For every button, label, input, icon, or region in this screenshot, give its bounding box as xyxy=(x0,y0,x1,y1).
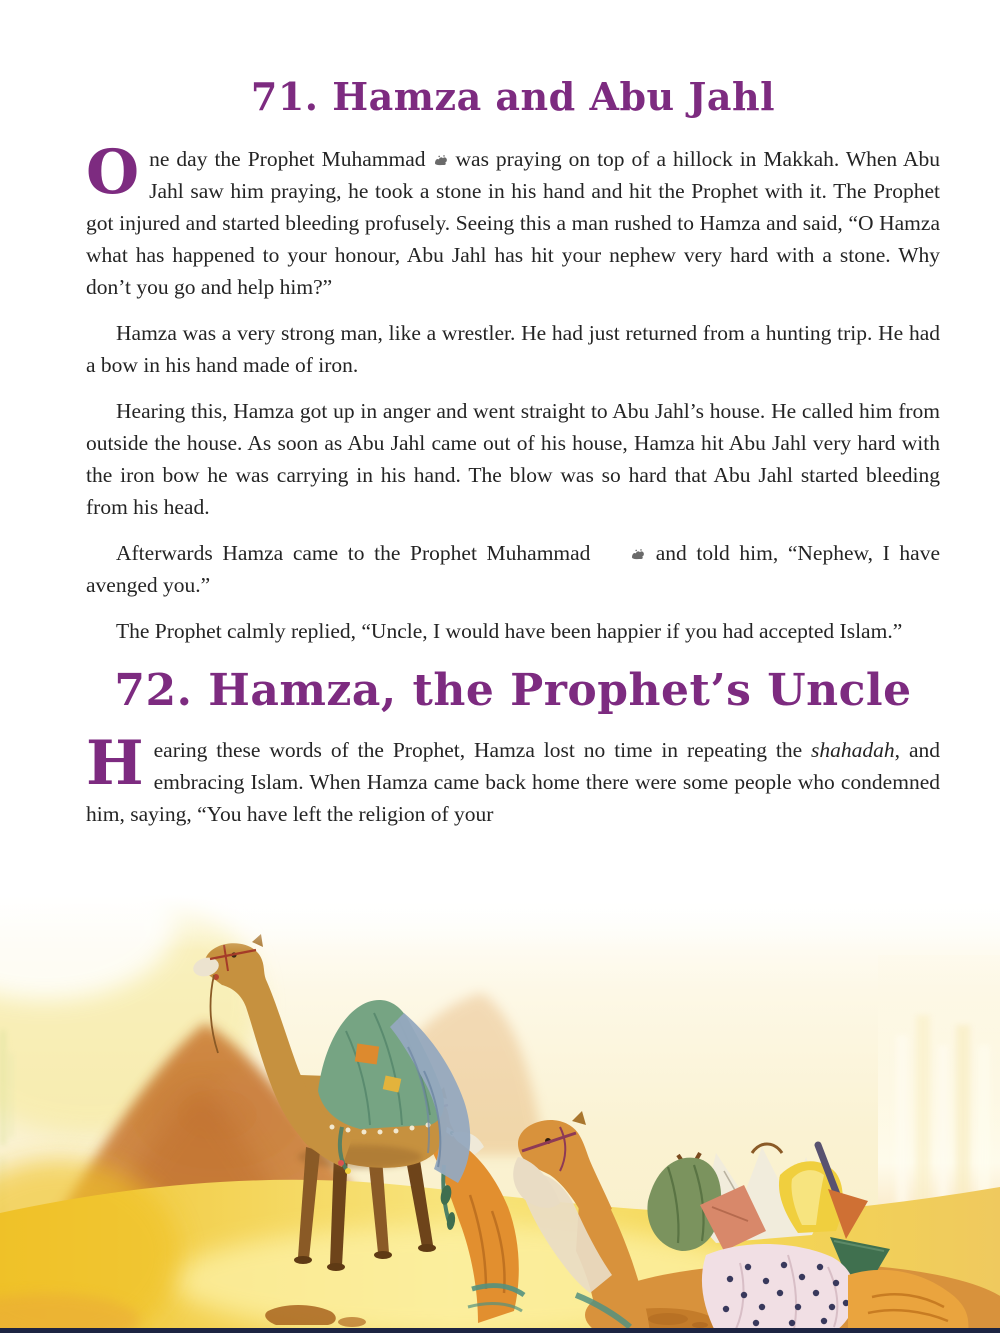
story-72-title: 72. Hamza, the Prophet’s Uncle xyxy=(114,665,912,716)
story-71-paragraphs xyxy=(86,137,941,647)
story-paragraph: The Prophet calmly replied, “Uncle, I would have been happier if you had accepted Islam.” xyxy=(116,619,903,643)
story-72-paragraphs xyxy=(86,728,941,830)
pbuh-calligraphy-symbol xyxy=(600,537,646,569)
story-paragraph: Hearing this, Hamza got up in anger and went straight to Abu Jahl’s house. He called him from outside the house. As soon as Abu Jahl came out of his house, Hamza hit Abu Jahl very hard with the iron bow he was carrying in his hand. The blow was so hard that Abu Jahl started bleeding from his head. xyxy=(86,399,940,519)
story-paragraph: Hearing these words of the Prophet, Hamza lost no time in repeating the shahadah, and embracing Islam. When Hamza came back home there were some people who condemned him, saying, “You have left the religion of your xyxy=(86,728,941,826)
pbuh-calligraphy-symbol xyxy=(433,143,449,175)
text-column xyxy=(86,0,940,844)
camel-illustration-svg xyxy=(0,895,1000,1333)
drop-cap-letter: H xyxy=(86,728,144,799)
story-paragraph: Hamza was a very strong man, like a wrestler. He had just returned from a hunting trip. He had a bow in his hand made of iron. xyxy=(86,321,940,377)
drop-cap-letter: O xyxy=(86,137,140,208)
story-paragraph: One day the Prophet Muhammad was praying on top of a hillock in Makkah. When Abu Jahl saw him praying, he took a stone in his hand and hit the Prophet with it. The Prophet got injured and started bleeding profusely. Seeing this a man rushed to Hamza and said, “O Hamza what has happened to your honour, Abu Jahl has hit your nephew very hard with a stone. Why don’t you go and help him?” xyxy=(86,137,941,299)
story-paragraph: Afterwards Hamza came to the Prophet Muhammad and told him, “Nephew, I have avenged you.” xyxy=(86,537,940,601)
camel-illustration xyxy=(0,895,1000,1333)
italic-term: shahadah xyxy=(811,738,895,762)
page-bottom-edge xyxy=(0,1328,1000,1333)
story-71-title: 71. Hamza and Abu Jahl xyxy=(250,74,776,119)
